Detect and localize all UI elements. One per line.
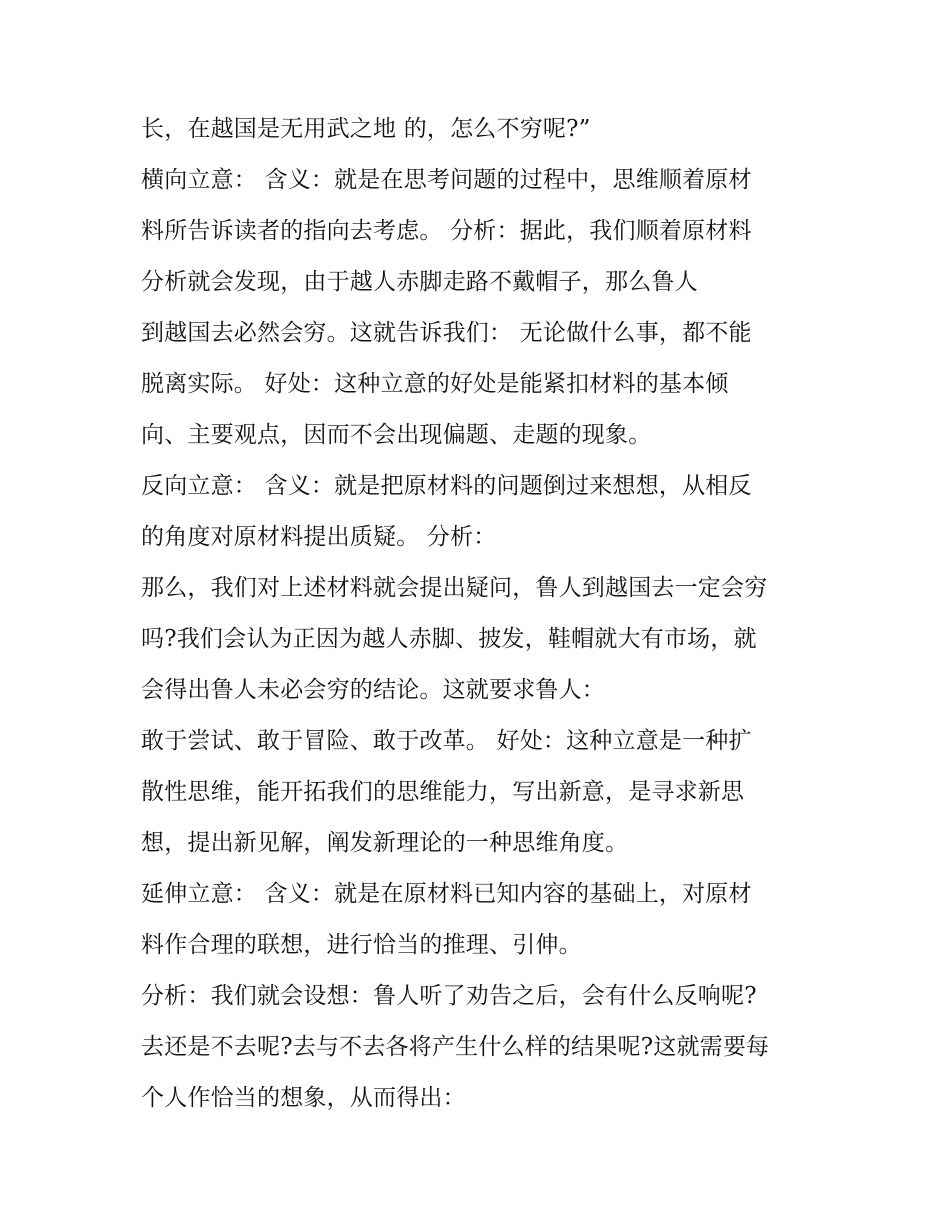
text-line: 去还是不去呢?去与不去各将产生什么样的结果呢?这就需要每 bbox=[141, 1034, 770, 1060]
body-text bbox=[141, 104, 831, 1124]
text-line: 向、主要观点，因而不会出现偏题、走题的现象。 bbox=[141, 422, 652, 448]
text-line: 脱离实际。 好处：这种立意的好处是能紧扣材料的基本倾 bbox=[141, 371, 729, 397]
text-line: 横向立意： 含义：就是在思考问题的过程中，思维顺着原材 bbox=[141, 167, 752, 193]
text-line: 料所告诉读者的指向去考虑。 分析：据此，我们顺着原材料 bbox=[141, 218, 752, 244]
text-line: 分析：我们就会设想：鲁人听了劝告之后，会有什么反响呢? bbox=[141, 983, 757, 1009]
text-line: 会得出鲁人未必会穷的结论。这就要求鲁人： bbox=[141, 677, 605, 703]
text-line: 到越国去必然会穷。这就告诉我们： 无论做什么事，都不能 bbox=[141, 320, 752, 346]
text-line: 想，提出新见解，阐发新理论的一种思维角度。 bbox=[141, 830, 629, 856]
text-line: 料作合理的联想，进行恰当的推理、引伸。 bbox=[141, 932, 582, 958]
text-line: 敢于尝试、敢于冒险、敢于改革。 好处：这种立意是一种扩 bbox=[141, 728, 752, 754]
text-line: 长，在越国是无用武之地 的，怎么不穷呢?” bbox=[141, 116, 591, 142]
text-line: 个人作恰当的想象，从而得出： bbox=[141, 1085, 466, 1111]
text-line: 的角度对原材料提出质疑。 分析： bbox=[141, 524, 497, 550]
text-line: 吗?我们会认为正因为越人赤脚、披发，鞋帽就大有市场，就 bbox=[141, 626, 757, 652]
text-line: 反向立意： 含义：就是把原材料的问题倒过来想想，从相反 bbox=[141, 473, 752, 499]
text-line: 延伸立意： 含义：就是在原材料已知内容的基础上，对原材 bbox=[141, 881, 752, 907]
text-line: 散性思维，能开拓我们的思维能力，写出新意，是寻求新思 bbox=[141, 779, 745, 805]
text-line: 分析就会发现，由于越人赤脚走路不戴帽子，那么鲁人 bbox=[141, 269, 698, 295]
text-line: 那么，我们对上述材料就会提出疑问，鲁人到越国去一定会穷 bbox=[141, 575, 768, 601]
